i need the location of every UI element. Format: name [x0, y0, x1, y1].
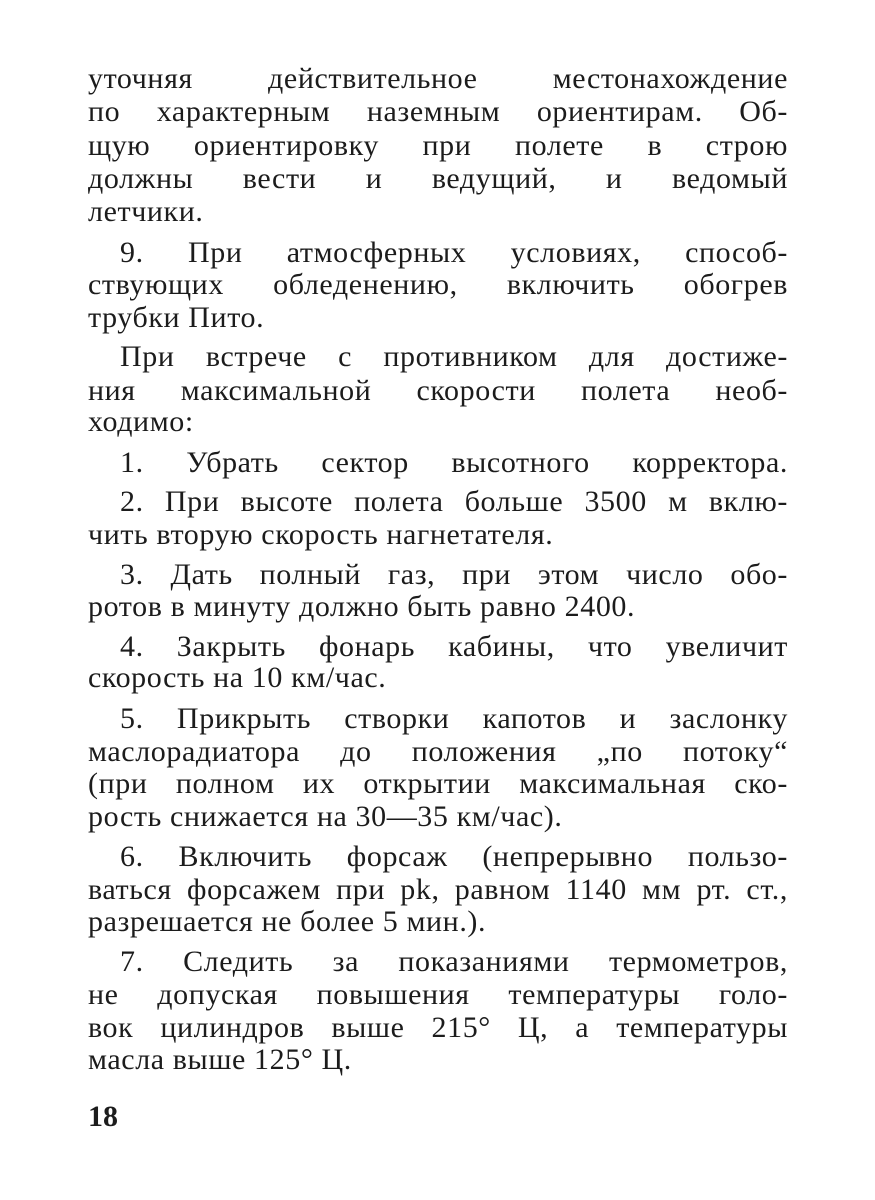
text-line: ходимо: [88, 405, 194, 438]
text-line: ротов в минуту должно быть равно 2400. [88, 590, 636, 623]
text-line: чить вторую скорость нагнетателя. [88, 518, 554, 551]
text-line: трубки Пито. [88, 301, 265, 334]
text-line: не допуская повышения температуры голо- [88, 978, 788, 1011]
text-line: летчики. [88, 195, 204, 228]
text-line: 7. Следить за показаниями термометров, [120, 945, 788, 978]
text-line: уточняя действительное местонахождение [88, 62, 788, 95]
text-line: рость снижается на 30—35 км/час). [88, 800, 563, 833]
text-line: 5. Прикрыть створки капотов и заслонку [120, 702, 788, 735]
text-line: 4. Закрыть фонарь кабины, что увеличит [120, 630, 788, 663]
text-line: масла выше 125° Ц. [88, 1043, 352, 1076]
text-line: по характерным наземным ориентирам. Об- [88, 95, 788, 128]
text-line: (при полном их открытии максимальная ско- [88, 767, 788, 800]
page-number: 18 [88, 1100, 118, 1133]
body-text [88, 0, 788, 1090]
text-line: вок цилиндров выше 215° Ц, а температуры [88, 1011, 788, 1044]
text-line: 6. Включить форсаж (непрерывно пользо- [120, 840, 788, 873]
text-line: 3. Дать полный газ, при этом число обо- [120, 558, 788, 591]
text-line: ствующих обледенению, включить обогрев [88, 268, 788, 301]
text-line: 9. При атмосферных условиях, способ- [120, 236, 788, 269]
text-line: должны вести и ведущий, и ведомый [88, 162, 788, 195]
text-line: маслорадиатора до положения „по потоку“ [88, 735, 788, 768]
text-line: 2. При высоте полета больше 3500 м вклю- [120, 485, 788, 518]
text-line: ния максимальной скорости полета необ- [88, 374, 788, 407]
text-line: 1. Убрать сектор высотного корректора. [120, 446, 788, 479]
text-line: ваться форсажем при pk, равном 1140 мм рт. ст., [88, 873, 788, 906]
text-line: щую ориентировку при полете в строю [88, 129, 788, 162]
text-line: При встрече с противником для достиже- [120, 340, 788, 373]
text-line: скорость на 10 км/час. [88, 661, 387, 694]
text-line: разрешается не более 5 мин.). [88, 905, 487, 938]
